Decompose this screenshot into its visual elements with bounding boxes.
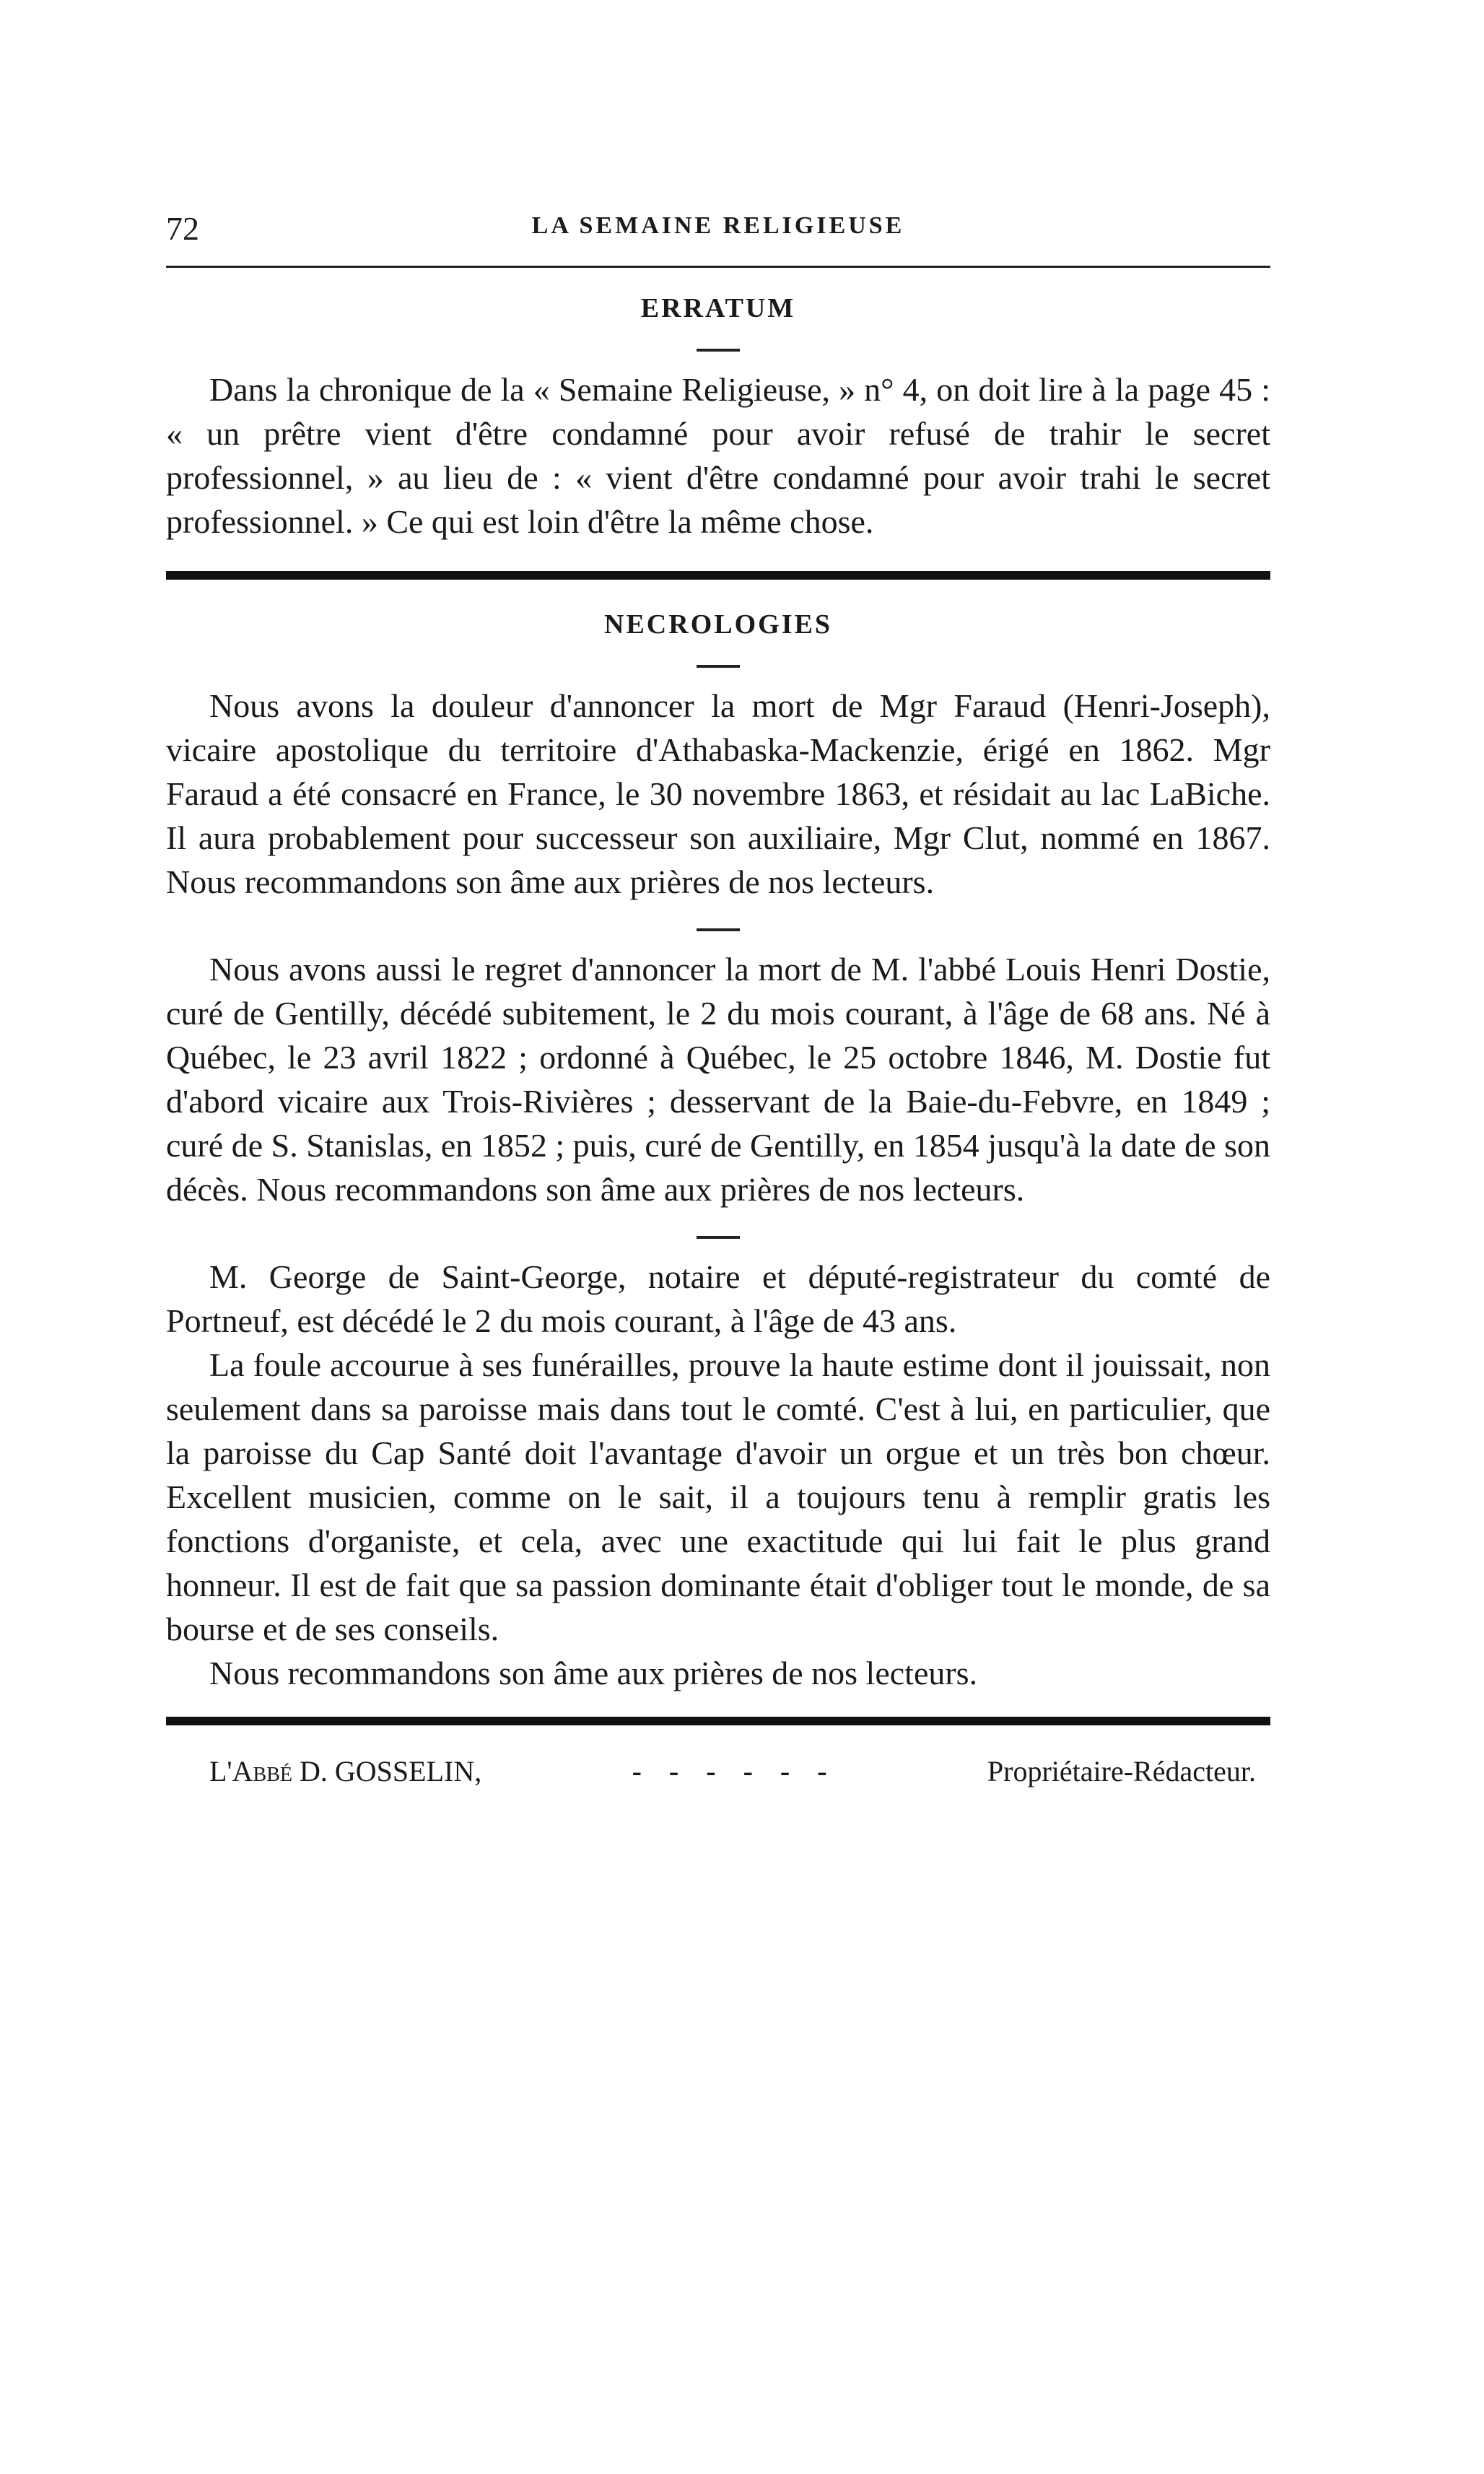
header-rule (166, 266, 1270, 268)
section-divider (166, 571, 1270, 580)
signature-role: Propriétaire-Rédacteur. (987, 1755, 1256, 1787)
page (166, 209, 1270, 1788)
erratum-title: ERRATUM (640, 293, 796, 323)
signature-line (166, 1754, 1270, 1788)
section-dash (697, 1236, 740, 1239)
obituary-faraud: Nous avons la douleur d'annoncer la mort de Mgr Faraud (Henri-Joseph), vicaire apostolique du territoire d'Athabaska-Mackenzie, érigé en 1862. Mgr Faraud a été consacré en France, le 30 novembre 1863, et résidait au lac LaBiche. Il aura probablement pour successeur son auxiliaire, Mgr Clut, nommé en 1867. Nous recommandons son âme aux prières de nos lecteurs. (166, 687, 1270, 900)
running-head (166, 209, 1270, 260)
section-dash (697, 665, 740, 668)
erratum-paragraph: Dans la chronique de la « Semaine Religieuse, » n° 4, on doit lire à la page 45 : « un prêtre vient d'être condamné pour avoir refusé de trahir le secret professionnel, » au lieu de : « vient d'être condamné pour avoir trahi le secret professionnel. » Ce qui est loin d'être la même chose. (166, 371, 1270, 540)
footer-divider (166, 1717, 1270, 1725)
journal-title: LA SEMAINE RELIGIEUSE (531, 212, 905, 239)
obituary-dostie: Nous avons aussi le regret d'annoncer la mort de M. l'abbé Louis Henri Dostie, curé de Gentilly, décédé subitement, le 2 du mois courant, à l'âge de 68 ans. Né à Québec, le 23 avril 1822 ; ordonné à Québec, le 25 octobre 1846, M. Dostie fut d'abord vicaire aux Trois-Rivières ; desservant de la Baie-du-Febvre, en 1849 ; curé de S. Stanislas, en 1852 ; puis, curé de Gentilly, en 1854 jusqu'à la date de son décès. Nous recommandons son âme aux prières de nos lecteurs. (166, 951, 1270, 1208)
obituary-saint-george-prayer: Nous recommandons son âme aux prières de nos lecteurs. (209, 1655, 978, 1691)
obituary-saint-george: M. George de Saint-George, notaire et député-registrateur du comté de Portneuf, est décédé le 2 du mois courant, à l'âge de 43 ans. (166, 1258, 1270, 1339)
page-number: 72 (166, 210, 199, 247)
section-dash (697, 349, 740, 352)
necrologies-title: NECROLOGIES (604, 609, 832, 640)
signature-name: L'Abbé D. GOSSELIN, (209, 1755, 482, 1787)
obituary-saint-george-tribute: La foule accourue à ses funérailles, prouve la haute estime dont il jouissait, non seulement dans sa paroisse mais dans tout le comté. C'est à lui, en particulier, que la paroisse du Cap Santé doit l'avantage d'avoir un orgue et un très bon chœur. Excellent musicien, comme on le sait, il a toujours tenu à remplir gratis les fonctions d'organiste, et cela, avec une exactitude qui lui fait le plus grand honneur. Il est de fait que sa passion dominante était d'obliger tout le monde, de sa bourse et de ses conseils. (166, 1346, 1270, 1647)
signature-dots: - - - - - - (632, 1755, 837, 1787)
section-dash (697, 928, 740, 931)
